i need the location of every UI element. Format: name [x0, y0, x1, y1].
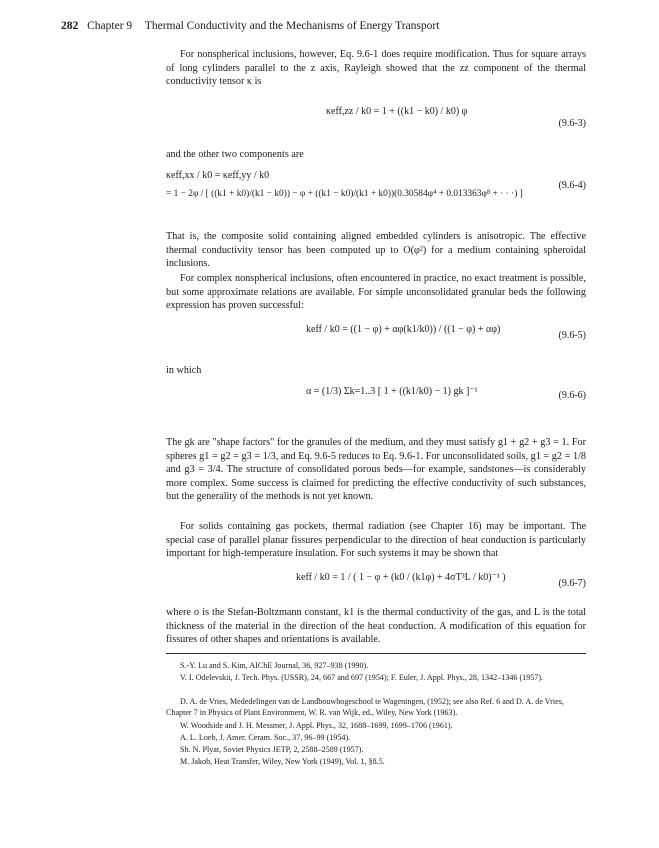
equation-number: (9.6-6): [558, 390, 586, 401]
footnote-1: [166, 660, 586, 671]
equation-9-6-4: [166, 168, 586, 224]
equation-lhs: κeff,xx / k0 = κeff,yy / k0: [166, 170, 270, 181]
footnote-text: S.-Y. Lu and S. Kim, AIChE Journal, 36, 927–938 (1990).: [180, 661, 369, 670]
equation-lhs: keff / k0: [296, 572, 330, 583]
page-number: 282: [61, 20, 79, 32]
equation-lhs: keff / k0: [306, 324, 340, 335]
footnote-divider: [166, 653, 586, 654]
paragraph-7: For solids containing gas pockets, thermal radiation (see Chapter 16) may be important. The special case of parallel planar fissures perpendicular to the direction of heat conduction is particularly important for high-temperature insulation. For such systems it may be shown that: [166, 521, 586, 560]
paragraph-3: That is, the composite solid containing aligned embedded cylinders is anisotropic. The effective thermal conductivity tensor has been computed up to O(φ²) for a medium containing spheroidal inclusions.: [166, 231, 586, 270]
equation-number: (9.6-3): [558, 118, 586, 129]
equation-number: (9.6-4): [558, 180, 586, 191]
footnote-text: M. Jakob, Heat Transfer, Wiley, New York (1949), Vol. 1, §8.5.: [180, 757, 385, 766]
equation-9-6-7: [166, 566, 586, 606]
equation-rhs: = 1 / ( 1 − φ + (k0 / (k1φ) + 4σT³L / k0)⁻¹ ): [332, 572, 506, 583]
equation-number: (9.6-7): [558, 578, 586, 589]
footnote-text: W. Woodside and J. H. Messmer, J. Appl. Phys., 32, 1688–1699, 1699–1706 (1961).: [180, 721, 453, 730]
equation-lhs: α: [306, 386, 312, 397]
paragraph-5: in which: [166, 365, 202, 376]
equation-9-6-3: [166, 106, 586, 146]
footnote-text: Sh. N. Plyat, Soviet Physics JETP, 2, 2588–2589 (1957).: [180, 745, 364, 754]
footnote-2: [166, 672, 586, 683]
equation-9-6-6: [166, 378, 586, 418]
footnote-6: [166, 744, 586, 755]
paragraph-8: where σ is the Stefan-Boltzmann constant, k1 is the thermal conductivity of the gas, and L is the total thickness of the material in the direction of the heat conduction. A modification of this equation for fissures of other shapes and orientations is available.: [166, 607, 586, 646]
footnote-text: V. I. Odelevskii, J. Tech. Phys. (USSR), 24, 667 and 697 (1954); F. Euler, J. Appl. Phys., 28, 1342–1346 (1957).: [180, 673, 544, 682]
footnote-4: [166, 720, 586, 731]
equation-number: (9.6-5): [558, 330, 586, 341]
equation-lhs: κeff,zz / k0: [326, 106, 372, 117]
page-header: [61, 20, 439, 32]
paragraph-4: For complex nonspherical inclusions, often encountered in practice, no exact treatment is possible, but some approximate relations are available. For simple unconsolidated granular beds the following expression has proven successful:: [166, 273, 586, 312]
paragraph-6: The gk are "shape factors" for the granules of the medium, and they must satisfy g1 + g2 + g3 = 1. For spheres g1 = g2 = g3 = 1/3, and Eq. 9.6-5 reduces to Eq. 9.6-1. For unconsolidated soils, g1 = g2 = 1/8 and g3 = 3/4. The structure of consolidated porous beds—for example, sandstones—is considerably more complex. Some success is claimed for predicting the effective conductivity of such substances, but the generality of the methods is not yet known.: [166, 437, 586, 503]
footnote-text: A. L. Loeb, J. Amer. Ceram. Soc., 37, 96–99 (1954).: [180, 733, 351, 742]
equation-9-6-5: [166, 318, 586, 358]
equation-rhs: = 1 − 2φ / [ ((k1 + k0)/(k1 − k0)) − φ + ((k1 − k0)/(k1 + k0))(0.30584φ⁴ + 0.013363φ⁸ + · · ·) ]: [166, 189, 523, 199]
footnote-7: [166, 756, 586, 767]
chapter-title: Thermal Conductivity and the Mechanisms of Energy Transport: [144, 20, 440, 32]
chapter-label: Chapter 9: [87, 20, 133, 32]
paragraph-1: For nonspherical inclusions, however, Eq. 9.6-1 does require modification. Thus for square arrays of long cylinders parallel to the z axis, Rayleigh showed that the zz component of the thermal conductivity tensor κ is: [166, 49, 586, 88]
paragraph-2: and the other two components are: [166, 149, 304, 160]
footnote-3: [166, 696, 586, 719]
equation-rhs: = 1 + ((k1 − k0) / k0) φ: [373, 106, 468, 117]
footnote-5: [166, 732, 586, 743]
equation-rhs: = ((1 − φ) + αφ(k1/k0)) / ((1 − φ) + αφ): [342, 324, 501, 335]
equation-rhs: = (1/3) Σk=1..3 [ 1 + ((k1/k0) − 1) gk ]⁻¹: [313, 386, 478, 397]
footnote-text: D. A. de Vries, Mededelingen van de Landbouwhogeschool te Wageningen, (1952); see also Ref. 6 and D. A. de Vries, Chapter 7 in Physics of Plant Environment, W. R. van Wijk, ed., Wiley, New York (1963).: [166, 697, 564, 718]
